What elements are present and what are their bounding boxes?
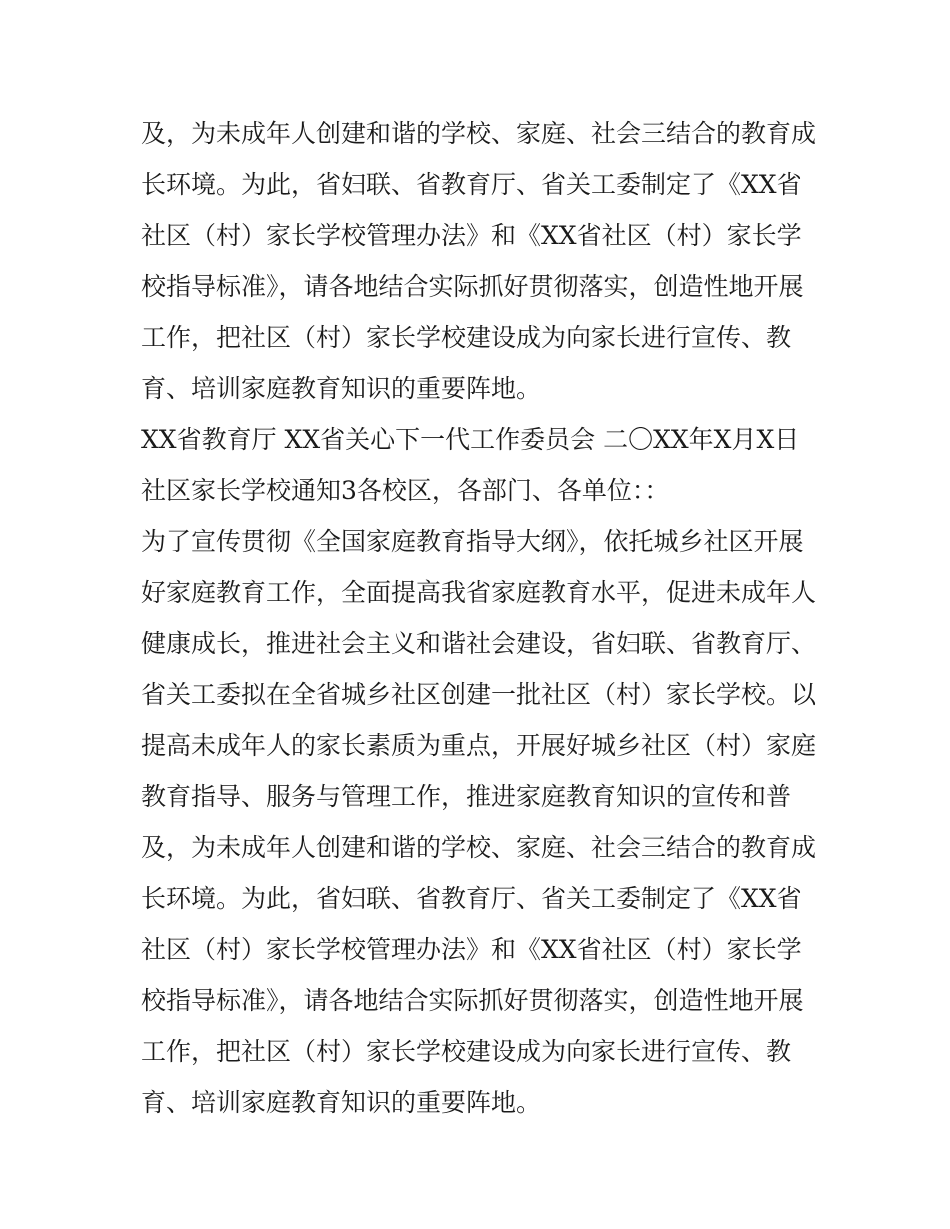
text-line: 及，为未成年人创建和谐的学校、家庭、社会三结合的教育成 [141, 833, 817, 862]
text-line: 好家庭教育工作，全面提高我省家庭教育水平，促进未成年人 [141, 578, 817, 607]
text-line: 社区（村）家长学校管理办法》和《XX省社区（村）家长学 [141, 935, 802, 964]
text-line: 社区（村）家长学校管理办法》和《XX省社区（村）家长学 [141, 221, 802, 250]
text-line: 长环境。为此，省妇联、省教育厅、省关工委制定了《XX省 [141, 884, 802, 913]
notice-heading: 社区家长学校通知3各校区，各部门、各单位：： [141, 476, 670, 505]
text-line: 育、培训家庭教育知识的重要阵地。 [141, 374, 542, 403]
text-line: 长环境。为此，省妇联、省教育厅、省关工委制定了《XX省 [141, 170, 802, 199]
text-line: 省关工委拟在全省城乡社区创建一批社区（村）家长学校。以 [141, 680, 817, 709]
document-body [141, 108, 821, 1128]
text-line: 工作，把社区（村）家长学校建设成为向家长进行宣传、教 [141, 1037, 792, 1066]
signature-line: XX省教育厅 XX省关心下一代工作委员会 二〇XX年X月X日 [141, 425, 800, 454]
text-line: 校指导标准》，请各地结合实际抓好贯彻落实，创造性地开展 [141, 272, 804, 301]
text-line: 健康成长，推进社会主义和谐社会建设，省妇联、省教育厅、 [141, 629, 817, 658]
text-line: 为了宣传贯彻《全国家庭教育指导大纲》，依托城乡社区开展 [141, 527, 804, 556]
text-line: 及，为未成年人创建和谐的学校、家庭、社会三结合的教育成 [141, 119, 817, 148]
text-line: 校指导标准》，请各地结合实际抓好贯彻落实，创造性地开展 [141, 986, 804, 1015]
text-line: 提高未成年人的家长素质为重点，开展好城乡社区（村）家庭 [141, 731, 817, 760]
text-line: 工作，把社区（村）家长学校建设成为向家长进行宣传、教 [141, 323, 792, 352]
text-line: 教育指导、服务与管理工作，推进家庭教育知识的宣传和普 [141, 782, 792, 811]
text-line: 育、培训家庭教育知识的重要阵地。 [141, 1088, 542, 1117]
